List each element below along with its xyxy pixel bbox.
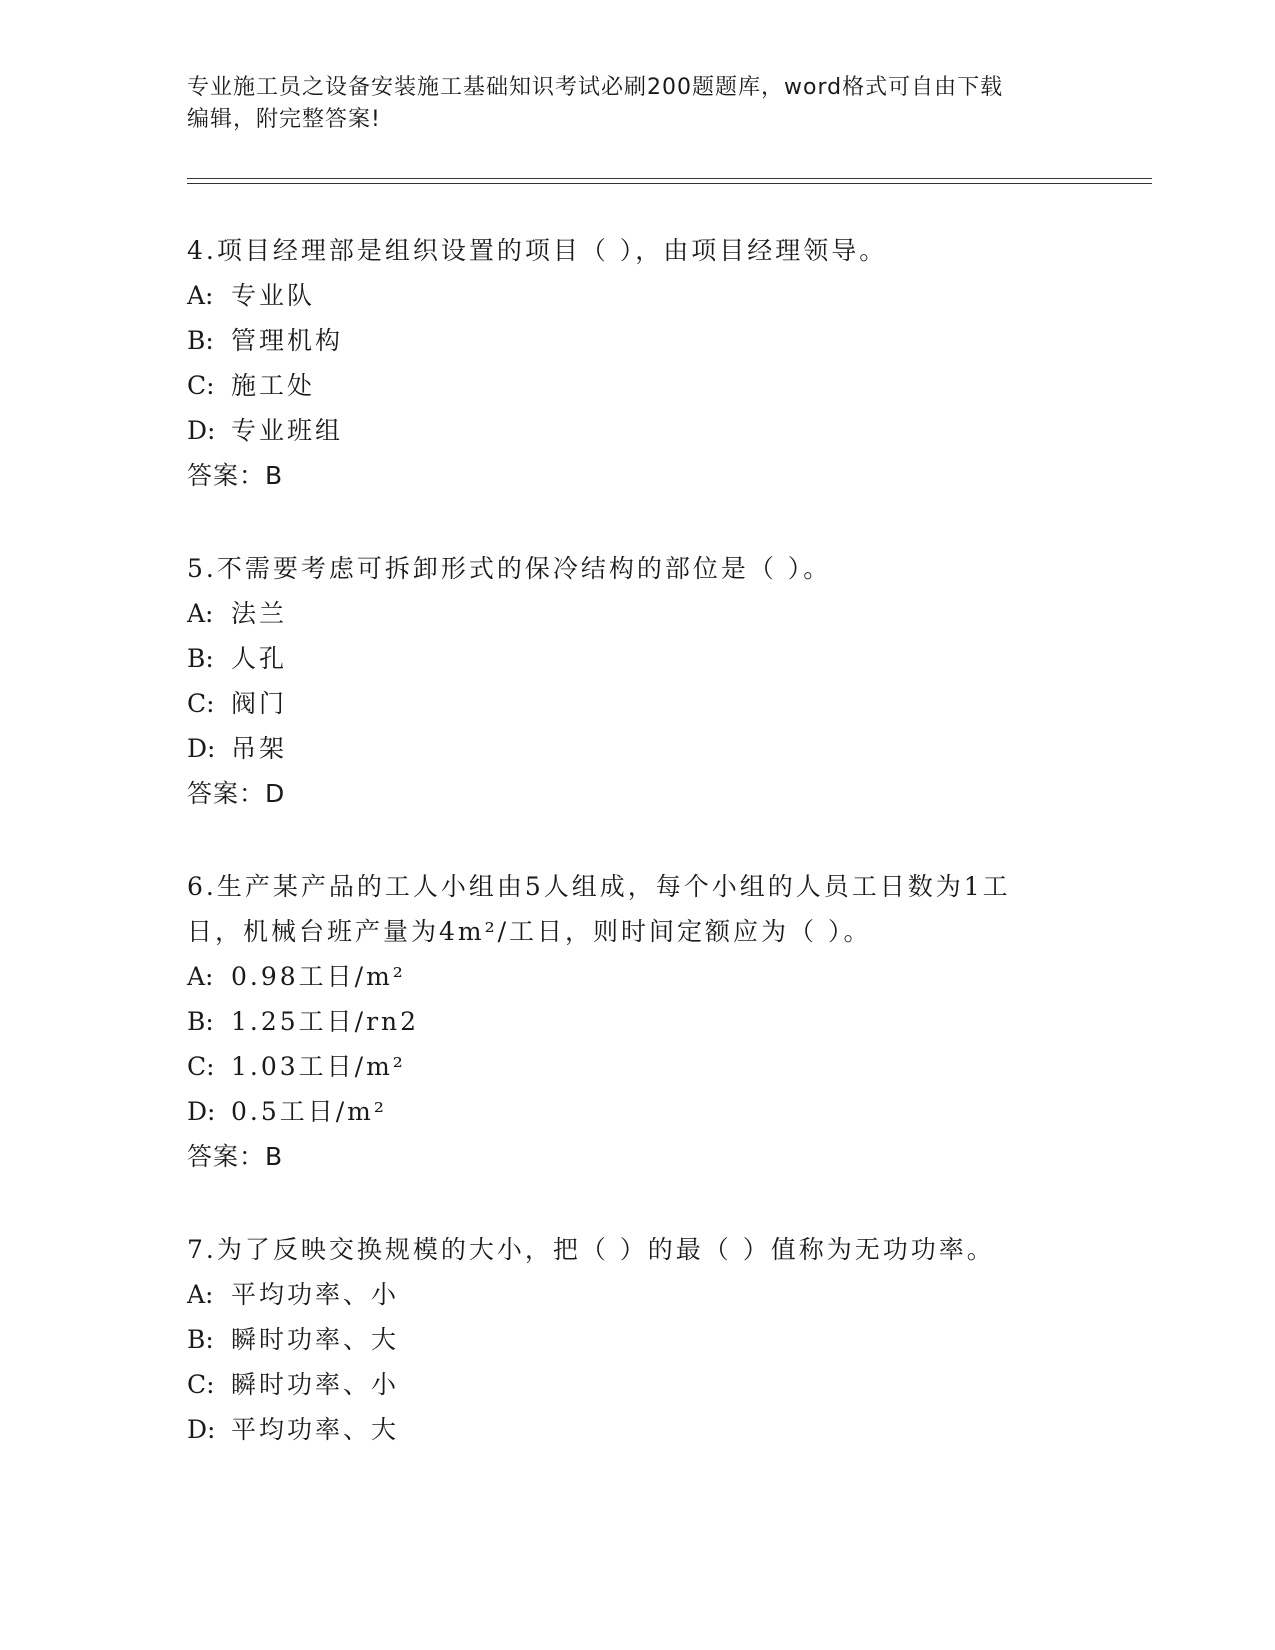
question-stem: 7.为了反映交换规模的大小，把（ ）的最（ ）值称为无功功率。 bbox=[187, 1235, 995, 1264]
option-text: 瞬时功率、大 bbox=[231, 1325, 400, 1354]
option-text: 专业队 bbox=[231, 281, 316, 310]
option-letter: B: bbox=[187, 326, 214, 355]
question-stem-line-1: 6.生产某产品的工人小组由5人组成，每个小组的人员工日数为1工 bbox=[187, 872, 1011, 901]
option-text: 0.5工日/m² bbox=[231, 1097, 387, 1126]
question-7 bbox=[187, 1227, 1087, 1452]
option-text: 平均功率、大 bbox=[231, 1415, 400, 1444]
document-header bbox=[187, 72, 1067, 136]
option-c bbox=[187, 1044, 1087, 1089]
option-a bbox=[187, 591, 1087, 636]
answer: 答案：B bbox=[187, 461, 284, 490]
option-letter: C: bbox=[187, 1052, 215, 1081]
option-letter: A: bbox=[187, 962, 214, 991]
question-stem-line-2: 日，机械台班产量为4m²/工日，则时间定额应为（ ）。 bbox=[187, 917, 872, 946]
option-a bbox=[187, 1272, 1087, 1317]
header-line-1: 专业施工员之设备安装施工基础知识考试必刷200题题库，word格式可自由下载 bbox=[187, 75, 1004, 100]
question-stem: 5.不需要考虑可拆卸形式的保冷结构的部位是（ ）。 bbox=[187, 554, 832, 583]
option-letter: A: bbox=[187, 281, 214, 310]
option-letter: C: bbox=[187, 1370, 215, 1399]
option-text: 人孔 bbox=[231, 644, 288, 673]
option-a bbox=[187, 273, 1087, 318]
option-letter: C: bbox=[187, 689, 215, 718]
option-text: 专业班组 bbox=[231, 416, 344, 445]
option-text: 阀门 bbox=[231, 689, 288, 718]
header-divider-top bbox=[187, 178, 1152, 179]
answer: 答案：B bbox=[187, 1142, 284, 1171]
option-text: 管理机构 bbox=[231, 326, 344, 355]
option-letter: A: bbox=[187, 1280, 214, 1309]
option-a bbox=[187, 954, 1087, 999]
option-text: 1.25工日/rn2 bbox=[231, 1007, 420, 1036]
question-6 bbox=[187, 864, 1087, 1179]
question-5 bbox=[187, 546, 1087, 816]
option-b bbox=[187, 636, 1087, 681]
option-text: 瞬时功率、小 bbox=[231, 1370, 400, 1399]
option-b bbox=[187, 999, 1087, 1044]
question-4 bbox=[187, 228, 1087, 498]
answer: 答案：D bbox=[187, 779, 286, 808]
option-b bbox=[187, 318, 1087, 363]
option-d bbox=[187, 1407, 1087, 1452]
option-text: 法兰 bbox=[231, 599, 288, 628]
option-c bbox=[187, 681, 1087, 726]
option-text: 平均功率、小 bbox=[231, 1280, 400, 1309]
option-text: 施工处 bbox=[231, 371, 316, 400]
option-text: 吊架 bbox=[231, 734, 288, 763]
option-d bbox=[187, 726, 1087, 771]
option-letter: A: bbox=[187, 599, 214, 628]
option-letter: D: bbox=[187, 1097, 216, 1126]
header-divider-bottom bbox=[187, 183, 1152, 184]
option-letter: B: bbox=[187, 644, 214, 673]
option-letter: B: bbox=[187, 1325, 214, 1354]
option-d bbox=[187, 408, 1087, 453]
option-b bbox=[187, 1317, 1087, 1362]
question-stem: 4.项目经理部是组织设置的项目（ ），由项目经理领导。 bbox=[187, 236, 888, 265]
option-letter: C: bbox=[187, 371, 215, 400]
option-letter: B: bbox=[187, 1007, 214, 1036]
header-line-2: 编辑，附完整答案! bbox=[187, 107, 381, 132]
option-c bbox=[187, 363, 1087, 408]
option-letter: D: bbox=[187, 734, 216, 763]
option-text: 0.98工日/m² bbox=[231, 962, 406, 991]
option-d bbox=[187, 1089, 1087, 1134]
option-letter: D: bbox=[187, 1415, 216, 1444]
question-stem bbox=[187, 864, 1087, 954]
option-text: 1.03工日/m² bbox=[231, 1052, 406, 1081]
option-c bbox=[187, 1362, 1087, 1407]
option-letter: D: bbox=[187, 416, 216, 445]
